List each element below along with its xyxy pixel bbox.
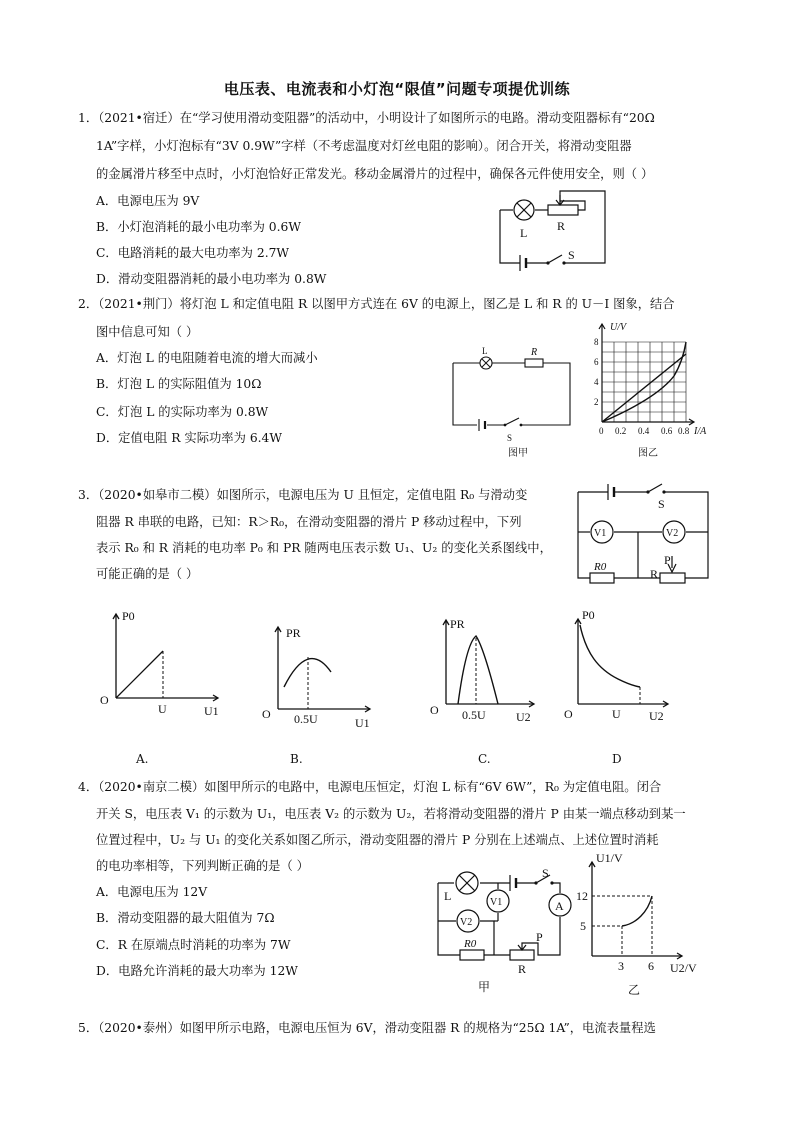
rheostat-symbol bbox=[548, 205, 578, 215]
resistor-symbol bbox=[525, 359, 543, 367]
q4-circuit-jia bbox=[430, 865, 575, 995]
graph-a-origin: O bbox=[100, 693, 109, 707]
graph-d-caption: D bbox=[612, 752, 622, 766]
label-r0: R0 bbox=[594, 561, 607, 573]
graph-a-caption: A. bbox=[136, 752, 149, 766]
q3-graph-c bbox=[428, 608, 548, 726]
graph-d-origin: O bbox=[564, 707, 573, 721]
q2-option-d: D．定值电阻 R 实际功率为 6.4W bbox=[96, 431, 283, 445]
graph-c-curve bbox=[458, 636, 498, 704]
graph-d-tick: U bbox=[612, 707, 621, 721]
q4-line-3: 位置过程中，U₂ 与 U₁ 的变化关系如图乙所示，滑动变阻器的滑片 P 分别在上述端点、上述位置时消耗 bbox=[96, 833, 659, 847]
q1-line-3: 的金属滑片移至中点时，小灯泡恰好正常发光。移动金属滑片的过程中，确保各元件使用安全，则（ ） bbox=[96, 167, 654, 181]
graph-b-origin: O bbox=[262, 707, 271, 721]
graph-xlabel: I/A bbox=[694, 426, 707, 437]
q2-line-2: 图中信息可知（ ） bbox=[96, 325, 199, 339]
svg-text:A: A bbox=[555, 899, 564, 913]
graph-c-ylabel: PR bbox=[450, 617, 465, 631]
q4-option-a: A．电源电压为 12V bbox=[96, 885, 208, 899]
q4-line-1: 4．（2020•南京二模）如图甲所示的电路中，电源电压恒定，灯泡 L 标有“6V 6W”，R₀ 为定值电阻。闭合 bbox=[78, 780, 662, 794]
ytick-2: 2 bbox=[594, 397, 599, 407]
caption-yi: 图乙 bbox=[638, 448, 658, 459]
q4-option-c: C．R 在原端点时消耗的功率为 7W bbox=[96, 938, 291, 952]
ytick-4: 4 bbox=[594, 377, 599, 387]
q2-ui-graph bbox=[590, 318, 715, 460]
switch-symbol bbox=[646, 484, 665, 494]
ammeter bbox=[549, 894, 571, 916]
ytick-12: 12 bbox=[576, 889, 588, 903]
svg-text:V1: V1 bbox=[490, 897, 503, 908]
q2-option-c: C．灯泡 L 的实际功率为 0.8W bbox=[96, 405, 269, 419]
q1-option-c: C．电路消耗的最大电功率为 2.7W bbox=[96, 246, 290, 260]
q3-line-4: 可能正确的是（ ） bbox=[96, 567, 199, 581]
graph-b-ylabel: PR bbox=[286, 626, 301, 640]
ytick-8: 8 bbox=[594, 337, 599, 347]
voltmeter-v1 bbox=[591, 521, 613, 543]
u1-u2-curve bbox=[622, 896, 652, 926]
page-title: 电压表、电流表和小灯泡“限值”问题专项提优训练 bbox=[223, 80, 571, 98]
q4-option-d: D．电路允许消耗的最大功率为 12W bbox=[96, 964, 298, 978]
graph-xlabel: U2/V bbox=[670, 961, 697, 975]
graph-d-xlabel: U2 bbox=[649, 709, 664, 723]
label-l: L bbox=[482, 346, 488, 356]
ytick-5: 5 bbox=[580, 919, 586, 933]
q2-option-b: B．灯泡 L 的实际阻值为 10Ω bbox=[96, 377, 262, 391]
q3-graph-b bbox=[258, 617, 383, 735]
q1-line-1: 1．（2021•宿迁）在“学习使用滑动变阻器”的活动中，小明设计了如图所示的电路。滑动变阻器标有“20Ω bbox=[78, 111, 655, 125]
graph-a-tick: U bbox=[158, 702, 167, 716]
xtick-0-8: 0.8 bbox=[678, 426, 690, 436]
q3-graph-d bbox=[560, 603, 685, 727]
graph-c-tick: 0.5U bbox=[462, 708, 486, 722]
svg-text:V2: V2 bbox=[460, 917, 473, 928]
svg-text:V2: V2 bbox=[666, 528, 679, 539]
q2-option-a: A．灯泡 L 的电阻随着电流的增大而减小 bbox=[96, 351, 318, 365]
graph-ylabel: U1/V bbox=[596, 851, 623, 865]
battery-symbol bbox=[479, 419, 485, 431]
svg-text:V1: V1 bbox=[594, 528, 607, 539]
slider-arrow bbox=[556, 195, 564, 205]
q5-line-1: 5．（2020•泰州）如图甲所示电路，电源电压恒为 6V，滑动变阻器 R 的规格为“25Ω 1A”，电流表量程选 bbox=[78, 1021, 656, 1035]
label-s: S bbox=[507, 433, 513, 443]
rheostat-r bbox=[510, 950, 534, 960]
q4-line-2: 开关 S，电压表 V₁ 的示数为 U₁，电压表 V₂ 的示数为 U₂，若将滑动变阻器的滑片 P 由某一端点移动到某一 bbox=[96, 807, 686, 821]
voltmeter-v2 bbox=[457, 910, 479, 932]
graph-b-caption: B. bbox=[290, 752, 303, 766]
ytick-6: 6 bbox=[594, 357, 599, 367]
graph-a-xlabel: U1 bbox=[204, 704, 219, 718]
battery-symbol bbox=[520, 255, 526, 271]
q1-circuit-diagram bbox=[490, 185, 620, 275]
label-r: R bbox=[531, 347, 538, 358]
label-l: L bbox=[520, 226, 528, 240]
q1-option-a: A．电源电压为 9V bbox=[96, 194, 200, 208]
q3-line-1: 3．（2020•如皋市二模）如图所示，电源电压为 U 且恒定，定值电阻 R₀ 与滑动变 bbox=[78, 488, 528, 502]
label-s: S bbox=[568, 248, 575, 262]
xtick-6: 6 bbox=[648, 959, 654, 973]
q3-line-3: 表示 R₀ 和 R 消耗的电功率 P₀ 和 PR 随两电压表示数 U₁、U₂ 的变化关系图线中， bbox=[96, 541, 552, 555]
q4-option-b: B．滑动变阻器的最大阻值为 7Ω bbox=[96, 911, 275, 925]
graph-b-tick: 0.5U bbox=[294, 712, 318, 726]
lamp-symbol bbox=[456, 872, 478, 894]
q4-graph-yi bbox=[572, 848, 702, 1000]
voltmeter-v1 bbox=[487, 890, 509, 912]
label-r: R bbox=[650, 567, 659, 581]
xtick-0-6: 0.6 bbox=[661, 426, 673, 436]
xtick-3: 3 bbox=[618, 959, 624, 973]
caption-jia: 甲 bbox=[478, 980, 491, 994]
q2-line-1: 2．（2021•荆门）将灯泡 L 和定值电阻 R 以图甲方式连在 6V 的电源上，图乙是 L 和 R 的 U－I 图象，结合 bbox=[78, 297, 675, 311]
graph-d-curve bbox=[580, 625, 640, 687]
battery-symbol bbox=[608, 484, 614, 500]
graph-c-origin: O bbox=[430, 703, 439, 717]
xtick-0: 0 bbox=[599, 426, 604, 436]
xtick-0-2: 0.2 bbox=[615, 426, 627, 436]
switch-symbol bbox=[546, 255, 565, 265]
label-r0: R0 bbox=[464, 938, 477, 950]
label-p: P bbox=[536, 930, 543, 944]
resistor-r0 bbox=[460, 950, 484, 960]
rheostat-r bbox=[660, 573, 685, 583]
label-r: R bbox=[557, 219, 566, 233]
label-s: S bbox=[542, 866, 549, 880]
q1-option-d: D．滑动变阻器消耗的最小电功率为 0.8W bbox=[96, 272, 327, 286]
q2-circuit-jia bbox=[445, 345, 575, 459]
label-l: L bbox=[444, 889, 452, 903]
caption-jia: 图甲 bbox=[508, 448, 528, 459]
lamp-symbol bbox=[480, 357, 492, 369]
resistor-r0 bbox=[590, 573, 614, 583]
xtick-0-4: 0.4 bbox=[638, 426, 650, 436]
label-p: P bbox=[664, 553, 671, 567]
q1-line-2: 1A”字样，小灯泡标有“3V 0.9W”字样（不考虑温度对灯丝电阻的影响）。闭合开关，将滑动变阻器 bbox=[96, 139, 632, 153]
voltmeter-v2 bbox=[663, 521, 685, 543]
q3-circuit-diagram bbox=[570, 478, 715, 590]
graph-ylabel: U/V bbox=[610, 322, 627, 333]
battery-symbol bbox=[510, 875, 516, 891]
graph-c-xlabel: U2 bbox=[516, 710, 531, 724]
graph-b-xlabel: U1 bbox=[355, 716, 370, 730]
switch-symbol bbox=[504, 418, 523, 426]
caption-yi: 乙 bbox=[628, 983, 641, 997]
graph-c-caption: C. bbox=[478, 752, 491, 766]
graph-a-ylabel: P0 bbox=[122, 609, 135, 623]
label-s: S bbox=[658, 497, 665, 511]
graph-d-ylabel: P0 bbox=[582, 608, 595, 622]
label-r: R bbox=[518, 962, 527, 976]
lamp-symbol bbox=[514, 200, 534, 220]
q3-graph-a bbox=[98, 602, 228, 727]
q4-line-4: 的电功率相等，下列判断正确的是（ ） bbox=[96, 859, 309, 873]
q3-line-2: 阻器 R 串联的电路，已知：R＞R₀，在滑动变阻器的滑片 P 移动过程中，下列 bbox=[96, 515, 522, 529]
q1-option-b: B．小灯泡消耗的最小电功率为 0.6W bbox=[96, 220, 302, 234]
